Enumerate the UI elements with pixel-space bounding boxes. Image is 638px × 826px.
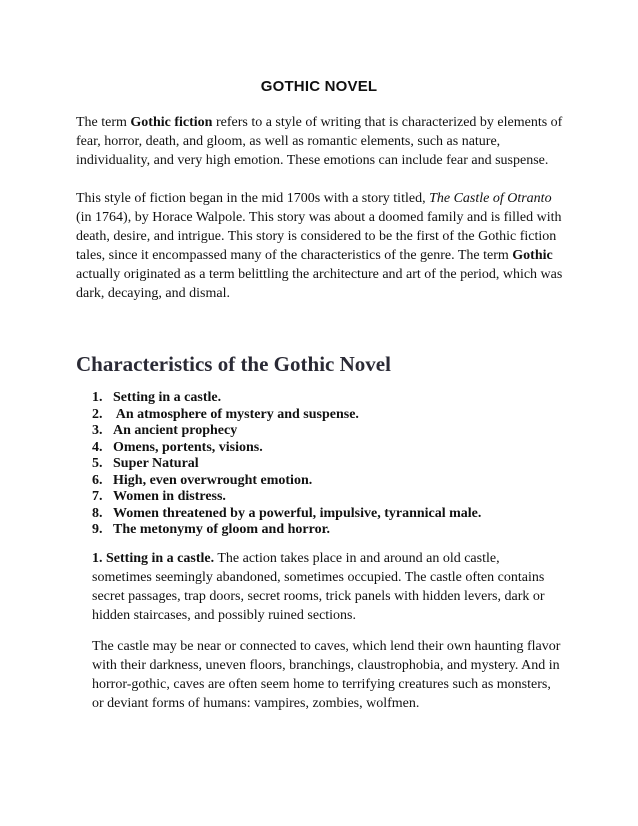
list-item (92, 423, 481, 440)
list-text: Omens, portents, visions. (113, 439, 263, 455)
history-paragraph (76, 189, 566, 303)
list-number: 1. (92, 390, 103, 405)
list-number: 8. (92, 505, 103, 521)
bold-term: Gothic fiction (130, 115, 213, 130)
list-text: Super Natural (113, 456, 199, 471)
castle-section-paragraph (92, 549, 562, 625)
list-text: An atmosphere of mystery and suspense. (113, 406, 359, 422)
list-item (92, 390, 481, 407)
bold-term: 1. Setting in a castle. (92, 551, 215, 566)
list-text: Women threatened by a powerful, impulsive, tyrannical male. (113, 505, 482, 521)
list-number: 3. (92, 423, 103, 438)
list-number: 7. (92, 489, 103, 504)
italic-title: The Castle of Otranto (429, 191, 552, 206)
list-number: 5. (92, 456, 103, 471)
list-item (92, 522, 481, 539)
text-run: The action takes place in and around an old castle, sometimes seemingly abandoned, sometimes occupied. The castle often contains secret passages, trap doors, secret rooms, trick panels with hidden levers, dark or hidden staircases, and possibly ruined sections. (92, 551, 545, 623)
list-number: 9. (92, 522, 103, 537)
list-item (92, 440, 481, 457)
caves-paragraph: The castle may be near or connected to caves, which lend their own haunting flavor with their darkness, uneven floors, branchings, claustrophobia, and mystery. And in horror-gothic, caves are often seem home to terrifying creatures such as monsters, or deviant forms of humans: vampires, zombies, wolfmen. (92, 639, 561, 711)
list-number: 6. (92, 472, 103, 488)
list-text: High, even overwrought emotion. (113, 472, 313, 488)
list-text: Women in distress. (113, 489, 226, 504)
text-run: refers to a style of writing that is characterized by elements of fear, horror, death, and gloom, as well as romantic elements, such as nature, individuality, and very high emotion. These emotions can include fear and suspense. (76, 115, 563, 168)
text-run: (in 1764), by Horace Walpole. This story was about a doomed family and is filled with death, desire, and intrigue. This story is considered to be the first of the Gothic fiction tales, since it encompassed many of the characteristics of the genre. The term (76, 210, 562, 263)
list-text: The metonymy of gloom and horror. (113, 522, 330, 537)
list-item (92, 473, 481, 490)
list-text: An ancient prophecy (113, 423, 238, 438)
text-run: The term (76, 115, 131, 130)
document-title: GOTHIC NOVEL (260, 78, 378, 95)
text-run: This style of fiction began in the mid 1700s with a story titled, (76, 191, 430, 206)
list-number: 4. (92, 439, 103, 455)
list-item (92, 407, 481, 424)
bold-term: Gothic (512, 248, 553, 263)
list-item (92, 456, 481, 473)
characteristics-list (92, 390, 481, 539)
text-run: actually originated as a term belittling the architecture and art of the period, which was dark, decaying, and dismal. (76, 267, 563, 301)
list-text: Setting in a castle. (113, 390, 222, 405)
intro-paragraph (76, 113, 566, 170)
section-heading: Characteristics of the Gothic Novel (76, 352, 391, 376)
list-number: 2. (92, 406, 103, 422)
list-item (92, 506, 481, 523)
list-item (92, 489, 481, 506)
